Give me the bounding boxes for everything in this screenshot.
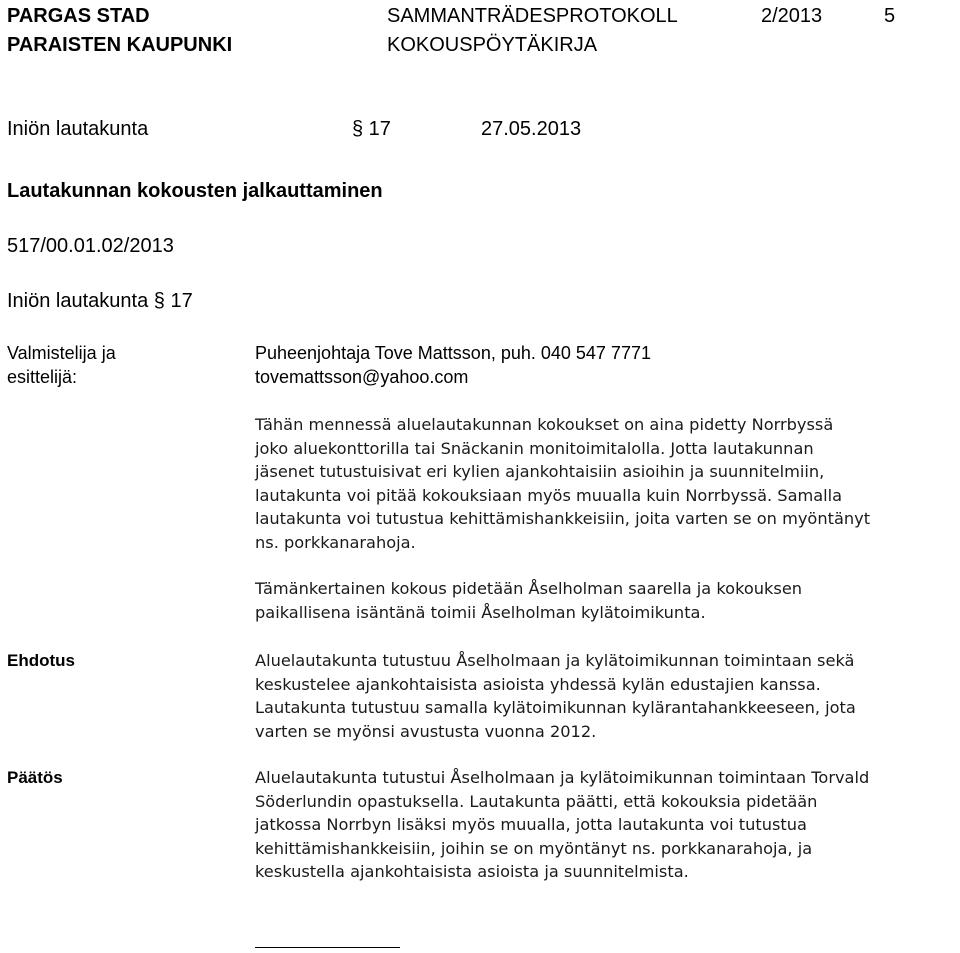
page-number: 5 — [884, 5, 896, 27]
issue-number: 2/2013 — [761, 5, 823, 27]
preparer-label — [7, 341, 116, 389]
text-line: jatkossa Norrbyn lisäksi myös muualla, jotta lautakunta voi tutustua — [255, 815, 807, 834]
proposal-text — [255, 649, 856, 743]
case-number: 517/00.01.02/2013 — [7, 235, 174, 257]
decision-label: Päätös — [7, 768, 63, 787]
protocol-title-swedish: SAMMANTRÄDESPROTOKOLL — [387, 5, 678, 27]
protocol-title-finnish: KOKOUSPÖYTÄKIRJA — [387, 34, 598, 56]
text-line: Aluelautakunta tutustui Åselholmaan ja kylätoimikunnan toimintaan Torvald — [255, 768, 870, 787]
text-line: keskustelee ajankohtaisista asioista yhdessä kylän edustajien kanssa. — [255, 674, 821, 694]
text-line: varten se myönsi avustusta vuonna 2012. — [255, 721, 597, 741]
background-paragraph-2 — [255, 577, 802, 624]
text-line: ns. porkkanarahoja. — [255, 532, 416, 552]
background-paragraph-1 — [255, 413, 870, 554]
text-line: paikallisena isäntänä toimii Åselholman kylätoimikunta. — [255, 602, 706, 622]
text-line: lautakunta voi pitää kokouksiaan myös muualla kuin Norrbyssä. Samalla — [255, 485, 843, 505]
text-line: keskustella ajankohtaisista asioista ja suunnitelmista. — [255, 862, 689, 881]
text-line: Aluelautakunta tutustuu Åselholmaan ja kylätoimikunnan toimintaan sekä — [255, 651, 855, 670]
org-name-finnish: PARGAS STAD — [7, 5, 150, 27]
text-line: Tämänkertainen kokous pidetään Åselholman saarella ja kokouksen — [255, 579, 803, 598]
meeting-date: 27.05.2013 — [481, 118, 582, 140]
section-number: § 17 — [352, 118, 391, 140]
org-name-swedish: PARAISTEN KAUPUNKI — [7, 34, 233, 56]
text-line: kehittämishankkeisiin, joihin se on myöntänyt ns. porkkanarahoja, ja — [255, 838, 813, 858]
preparer-label-line2: esittelijä: — [7, 367, 78, 387]
board-name: Iniön lautakunta — [7, 118, 149, 140]
text-line: jäsenet tutustuisivat eri kylien ajankohtaisiin asioihin ja suunnitelmiin, — [255, 462, 825, 481]
preparer-name-phone: Puheenjohtaja Tove Mattsson, puh. 040 547 7771 — [255, 343, 651, 363]
text-line: Tähän mennessä aluelautakunnan kokoukset on aina pidetty Norrbyssä — [255, 415, 834, 434]
text-line: lautakunta voi tutustua kehittämishankkeisiin, joita varten se on myöntänyt — [255, 509, 871, 528]
preparer-label-line1: Valmistelija ja — [7, 343, 116, 363]
item-title: Lautakunnan kokousten jalkauttaminen — [7, 180, 383, 202]
preparer-email: tovemattsson@yahoo.com — [255, 367, 469, 387]
text-line: Lautakunta tutustuu samalla kylätoimikunnan kylärantahankkeeseen, jota — [255, 698, 856, 717]
text-line: joko aluekonttorilla tai Snäckanin monitoimitalolla. Jotta lautakunnan — [255, 438, 814, 458]
proposal-label: Ehdotus — [7, 651, 75, 670]
preparer-details — [255, 341, 651, 389]
signature-line — [255, 947, 400, 948]
decision-text — [255, 766, 869, 884]
section-reference: Iniön lautakunta § 17 — [7, 290, 193, 312]
text-line: Söderlundin opastuksella. Lautakunta päätti, että kokouksia pidetään — [255, 791, 818, 811]
